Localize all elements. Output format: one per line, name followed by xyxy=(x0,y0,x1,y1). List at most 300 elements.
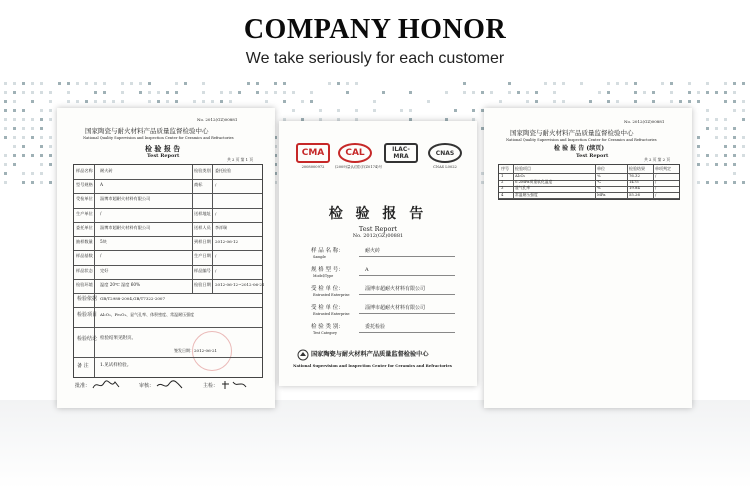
background-dot xyxy=(715,118,718,121)
background-dot xyxy=(238,91,241,94)
background-dot xyxy=(409,91,412,94)
background-dot xyxy=(697,163,700,166)
main-inspector-label: 主检： xyxy=(203,383,219,389)
accreditation-logo xyxy=(425,143,465,169)
page-indicator: 共 2 页 第 1 页 xyxy=(227,157,254,162)
background-dot xyxy=(625,82,628,85)
cover-field-label: 检 验 类 别： xyxy=(311,324,344,330)
seal-date: 签发日期：2012-06-21 xyxy=(174,348,218,353)
background-dot xyxy=(697,136,700,139)
background-dot xyxy=(4,136,7,139)
background-dot xyxy=(103,91,106,94)
results-table xyxy=(498,164,680,200)
results-cell: Al₂O₃ xyxy=(515,173,526,178)
background-dot xyxy=(679,100,682,103)
floor-reflection xyxy=(0,400,750,489)
cover-field-underline xyxy=(359,332,455,333)
cover-title-cn: 检 验 报 告 xyxy=(328,206,428,222)
table-row-value: 完好 xyxy=(100,267,109,273)
background-dot xyxy=(526,100,529,103)
cover-field-value: 淄博市超耐火材料有限公司 xyxy=(365,305,426,311)
results-header-divider xyxy=(499,173,679,174)
background-dot xyxy=(22,118,25,121)
results-column-divider xyxy=(513,165,514,199)
background-dot xyxy=(49,118,52,121)
background-dot xyxy=(634,82,637,85)
background-dot xyxy=(697,91,700,94)
background-dot xyxy=(553,82,556,85)
background-dot xyxy=(562,100,565,103)
background-dot xyxy=(742,118,745,121)
background-dot xyxy=(31,91,34,94)
table-row-label-2: 生产日期 xyxy=(194,253,211,259)
report-title-en: Test Report xyxy=(147,153,180,159)
results-column-header: 检验结果 xyxy=(629,166,645,171)
background-dot xyxy=(562,82,565,85)
results-cell: % xyxy=(597,173,601,178)
accreditation-mark-icon: CAL xyxy=(338,143,372,163)
background-dot xyxy=(724,127,727,130)
standard-value: GB/T2988-2004,GB/T7322-2007 xyxy=(100,296,165,301)
background-dot xyxy=(733,154,736,157)
signature-reviewer xyxy=(155,378,185,392)
cover-field-label: 样 品 名 称： xyxy=(311,248,344,254)
background-dot xyxy=(4,154,7,157)
background-dot xyxy=(589,100,592,103)
background-dot xyxy=(517,91,520,94)
results-column-header: 单位 xyxy=(597,166,605,171)
table-row-value: 淄博市超耐火材料有限公司 xyxy=(100,224,151,230)
background-dot xyxy=(535,100,538,103)
cover-field-label-en: Test Category xyxy=(313,331,337,335)
table-row-value-2: 2012-06-12 xyxy=(215,239,239,245)
background-dot xyxy=(49,136,52,139)
background-dot xyxy=(31,181,34,184)
remark-label: 备 注 xyxy=(77,363,89,369)
background-dot xyxy=(697,181,700,184)
table-row-label: 检验环境 xyxy=(76,281,93,287)
table-row-value-2: / xyxy=(215,267,217,273)
background-dot xyxy=(4,100,7,103)
background-dot xyxy=(697,100,700,103)
accreditation-logo xyxy=(381,143,421,165)
background-dot xyxy=(13,127,16,130)
table-row-label: 样品名称 xyxy=(76,168,93,173)
background-dot xyxy=(49,154,52,157)
background-dot xyxy=(76,82,79,85)
certificate-cover-page xyxy=(279,121,477,386)
background-dot xyxy=(472,109,475,112)
background-dot xyxy=(355,109,358,112)
info-table xyxy=(73,164,263,378)
background-dot xyxy=(193,100,196,103)
background-dot xyxy=(742,136,745,139)
background-dot xyxy=(355,82,358,85)
background-dot xyxy=(742,109,745,112)
background-dot xyxy=(733,127,736,130)
table-row-divider xyxy=(74,208,262,209)
background-dot xyxy=(274,91,277,94)
table-row-value-2: / xyxy=(215,210,217,216)
background-dot xyxy=(31,127,34,130)
background-dot xyxy=(733,82,736,85)
background-dot xyxy=(220,91,223,94)
background-dot xyxy=(688,82,691,85)
cover-field-value: 淄博市超耐火材料有限公司 xyxy=(365,286,426,292)
background-dot xyxy=(697,154,700,157)
background-dot xyxy=(526,91,529,94)
background-dot xyxy=(13,118,16,121)
background-dot xyxy=(454,109,457,112)
background-dot xyxy=(328,82,331,85)
background-dot xyxy=(346,91,349,94)
table-row-label: 抽样数量 xyxy=(76,239,93,245)
page-subtitle: We take seriously for each customer xyxy=(245,50,505,67)
background-dot xyxy=(202,100,205,103)
background-dot xyxy=(373,100,376,103)
cover-title-en: Test Report xyxy=(358,225,398,233)
background-dot xyxy=(76,100,79,103)
signature-approver xyxy=(91,378,121,392)
background-dot xyxy=(4,118,7,121)
background-dot xyxy=(733,172,736,175)
certificate-page-left xyxy=(57,108,275,408)
background-dot xyxy=(157,100,160,103)
background-dot xyxy=(22,154,25,157)
accreditation-mark-icon: CNAS xyxy=(428,143,462,163)
cover-field-value: 耐火砖 xyxy=(365,248,381,254)
background-dot xyxy=(49,91,52,94)
background-dot xyxy=(13,136,16,139)
results-cell: ℃ xyxy=(597,179,602,185)
background-dot xyxy=(31,100,34,103)
results-column-header: 序号 xyxy=(501,166,509,171)
results-cell: 1 xyxy=(501,173,504,178)
right-report-number: No. 2012(GZ)00881 xyxy=(624,119,665,124)
cover-report-number: No. 2012(GZ)00881 xyxy=(352,233,404,239)
results-cell: 1475 xyxy=(629,179,639,185)
background-dot xyxy=(67,91,70,94)
background-dot xyxy=(535,91,538,94)
cover-field-value: A xyxy=(365,267,369,273)
results-cell: 2 xyxy=(501,179,504,185)
background-dot xyxy=(742,82,745,85)
background-dot xyxy=(4,163,7,166)
background-dot xyxy=(22,91,25,94)
background-dot xyxy=(724,145,727,148)
background-dot xyxy=(616,100,619,103)
background-dot xyxy=(4,91,7,94)
background-dot xyxy=(715,91,718,94)
background-dot xyxy=(670,82,673,85)
background-dot xyxy=(670,91,673,94)
background-dot xyxy=(301,100,304,103)
accreditation-mark-icon: CMA xyxy=(296,143,330,163)
results-column-divider xyxy=(653,165,657,199)
report-title-cn: 检 验 报 告 xyxy=(145,144,181,153)
table-row-value: 淄博市超耐火材料有限公司 xyxy=(100,196,151,202)
cover-org-en: National Supervision and Inspection Center for Ceramics and Refractories xyxy=(293,363,452,368)
accreditation-caption: 2008000972 xyxy=(301,165,325,169)
background-dot xyxy=(85,82,88,85)
background-dot xyxy=(274,82,277,85)
cover-field-value: 委托检验 xyxy=(365,324,386,330)
background-dot xyxy=(49,145,52,148)
background-dot xyxy=(211,100,214,103)
background-dot xyxy=(175,100,178,103)
table-row-value-2: 委托检验 xyxy=(215,168,231,173)
background-dot xyxy=(175,91,178,94)
results-column-header: 单项判定 xyxy=(655,166,671,171)
results-cell: / xyxy=(655,173,657,178)
background-dot xyxy=(22,136,25,139)
background-dot xyxy=(148,82,151,85)
table-row-label: 委托单位 xyxy=(76,224,93,230)
background-dot xyxy=(337,109,340,112)
background-dot xyxy=(103,82,106,85)
results-cell: / xyxy=(655,185,657,191)
background-dot xyxy=(112,100,115,103)
background-dot xyxy=(652,100,655,103)
background-dot xyxy=(4,181,7,184)
background-dot xyxy=(724,136,727,139)
right-page-indicator: 共 2 页 第 2 页 xyxy=(644,157,671,162)
background-dot xyxy=(94,100,97,103)
right-org-name-cn: 国家陶瓷与耐火材料产品质量监督检验中心 xyxy=(510,129,634,137)
background-dot xyxy=(22,181,25,184)
background-dot xyxy=(67,82,70,85)
right-title-cn: 检 验 报 告 (续页) xyxy=(554,145,605,152)
background-dot xyxy=(463,91,466,94)
background-dot xyxy=(715,136,718,139)
background-dot xyxy=(382,91,385,94)
org-name-en: National Quality Supervision and Inspection Center for Ceramics and Refractories xyxy=(83,136,234,140)
background-dot xyxy=(481,91,484,94)
table-row-divider xyxy=(74,236,262,237)
background-dot xyxy=(706,118,709,121)
cover-field-underline xyxy=(359,256,455,257)
table-row-divider xyxy=(74,222,262,223)
background-dot xyxy=(652,91,655,94)
background-dot xyxy=(310,91,313,94)
background-dot xyxy=(202,91,205,94)
table-row-label-2: 到样日期 xyxy=(194,239,211,245)
org-name-cn: 国家陶瓷与耐火材料产品质量监督检验中心 xyxy=(85,127,209,135)
background-dot xyxy=(508,91,511,94)
background-dot xyxy=(724,100,727,103)
background-dot xyxy=(22,145,25,148)
background-dot xyxy=(724,91,727,94)
background-dot xyxy=(643,91,646,94)
table-row-value-2: 李祥瑞 xyxy=(215,224,227,230)
table-row-value: 温度 20℃ 湿度 60% xyxy=(100,281,141,287)
background-dot xyxy=(706,127,709,130)
cover-field-label: 规 格 型 号： xyxy=(311,267,344,273)
background-dot xyxy=(49,109,52,112)
background-dot xyxy=(634,91,637,94)
background-dot xyxy=(661,82,664,85)
background-dot xyxy=(715,181,718,184)
table-row-divider xyxy=(74,193,262,194)
background-dot xyxy=(706,109,709,112)
cover-field-underline xyxy=(359,294,455,295)
table-row-divider xyxy=(74,250,262,251)
background-dot xyxy=(670,100,673,103)
table-row-label: 生产单位 xyxy=(76,210,93,216)
cover-field-label: 受 检 单 位： xyxy=(311,305,344,311)
table-row-label: 样品状态 xyxy=(76,267,93,273)
background-dot xyxy=(319,109,322,112)
background-dot xyxy=(400,109,403,112)
table-row-value-2: 2012-06-12~2012-06-21 xyxy=(215,281,265,287)
table-row-divider xyxy=(74,279,262,280)
background-dot xyxy=(409,109,412,112)
background-dot xyxy=(265,91,268,94)
background-dot xyxy=(148,100,151,103)
table-row-label-2: 样品编号 xyxy=(194,267,211,273)
red-seal-stamp xyxy=(192,331,232,371)
background-dot xyxy=(22,109,25,112)
background-dot xyxy=(634,100,637,103)
background-dot xyxy=(13,100,16,103)
background-dot xyxy=(40,172,43,175)
background-dot xyxy=(229,91,232,94)
background-dot xyxy=(67,100,70,103)
results-cell: 19.84 xyxy=(629,185,640,191)
cover-field-underline xyxy=(359,275,455,276)
background-dot xyxy=(733,100,736,103)
table-row-divider xyxy=(74,265,262,266)
results-cell: % xyxy=(597,185,601,191)
items-value: Al₂O₃、Fe₂O₃、显气孔率、体积密度、常温耐压强度 xyxy=(100,312,195,317)
background-dot xyxy=(40,118,43,121)
background-dot xyxy=(265,100,268,103)
background-dot xyxy=(283,100,286,103)
background-dot xyxy=(40,154,43,157)
results-column-header: 检验项目 xyxy=(515,166,531,171)
background-dot xyxy=(31,118,34,121)
background-dot xyxy=(733,181,736,184)
results-cell: 0.2MPa荷重软化温度 xyxy=(515,179,553,185)
report-number: No. 2012(GZ)00881 xyxy=(197,117,238,122)
background-dot xyxy=(22,127,25,130)
table-row-value: 耐火砖 xyxy=(100,168,113,173)
table-row-label: 受检单位 xyxy=(76,196,93,202)
page-title: COMPANY HONOR xyxy=(243,14,507,45)
cover-field-label-en: Entrusted Enterprise xyxy=(313,312,350,316)
table-row-value: / xyxy=(100,210,102,216)
background-dot xyxy=(742,100,745,103)
background-dot xyxy=(13,154,16,157)
results-cell: / xyxy=(655,179,657,185)
table-row-divider xyxy=(74,179,262,180)
results-cell: 3 xyxy=(501,185,504,191)
accreditation-caption: (2009)量认(国)字(Z0174)号 xyxy=(335,165,383,169)
background-dot xyxy=(706,82,709,85)
background-dot xyxy=(40,109,43,112)
results-cell: 55.26 xyxy=(629,191,640,197)
background-dot xyxy=(544,82,547,85)
background-dot xyxy=(292,109,295,112)
background-dot xyxy=(49,100,52,103)
background-dot xyxy=(13,82,16,85)
background-dot xyxy=(4,82,7,85)
background-dot xyxy=(706,154,709,157)
background-dot xyxy=(31,82,34,85)
background-dot xyxy=(40,136,43,139)
accreditation-logo xyxy=(335,143,383,170)
background-dot xyxy=(463,82,466,85)
results-column-divider xyxy=(627,165,628,199)
background-dot xyxy=(31,136,34,139)
background-dot xyxy=(22,172,25,175)
background-dot xyxy=(121,82,124,85)
background-dot xyxy=(220,100,223,103)
background-dot xyxy=(85,100,88,103)
table-row-value-2: / xyxy=(215,182,217,188)
accreditation-logo xyxy=(293,143,333,169)
background-dot xyxy=(715,163,718,166)
background-dot xyxy=(40,127,43,130)
background-dot xyxy=(733,91,736,94)
background-dot xyxy=(49,163,52,166)
background-dot xyxy=(346,82,349,85)
background-dot xyxy=(553,100,556,103)
table-row-value: 5块 xyxy=(100,239,107,245)
background-dot xyxy=(733,109,736,112)
background-dot xyxy=(607,100,610,103)
background-dot xyxy=(490,91,493,94)
cover-field-label: 受 检 单 位： xyxy=(311,286,344,292)
background-dot xyxy=(337,82,340,85)
background-dot xyxy=(256,91,259,94)
background-dot xyxy=(427,100,430,103)
background-dot xyxy=(166,91,169,94)
conclusion-label: 检验结论 xyxy=(77,336,98,342)
right-org-name-en: National Quality Supervision and Inspection Center for Ceramics and Refractories xyxy=(506,138,657,142)
background-dot xyxy=(40,91,43,94)
background-dot xyxy=(283,91,286,94)
background-dot xyxy=(4,109,7,112)
background-dot xyxy=(724,82,727,85)
approve-label: 批准： xyxy=(75,383,91,389)
background-dot xyxy=(4,127,7,130)
background-dot xyxy=(49,181,52,184)
cover-field-label-en: Sample xyxy=(313,255,326,259)
background-dot xyxy=(229,100,232,103)
background-dot xyxy=(733,145,736,148)
standard-label: 检验依据 xyxy=(77,296,98,302)
background-dot xyxy=(283,82,286,85)
background-dot xyxy=(40,82,43,85)
right-title-en: Test Report xyxy=(576,153,609,159)
signature-inspector xyxy=(219,378,249,392)
background-dot xyxy=(148,91,151,94)
background-dot xyxy=(130,82,133,85)
background-dot xyxy=(724,154,727,157)
background-dot xyxy=(715,154,718,157)
accreditation-caption: CNAS L0022 xyxy=(433,165,457,169)
background-dot xyxy=(706,91,709,94)
background-dot xyxy=(616,82,619,85)
table-row-label: 型号规格 xyxy=(76,182,93,188)
background-dot xyxy=(580,82,583,85)
background-dot xyxy=(256,82,259,85)
background-dot xyxy=(40,163,43,166)
background-dot xyxy=(4,172,7,175)
table-row-label-2: 检验类别 xyxy=(194,168,211,173)
accreditation-mark-icon: ILAC-MRA xyxy=(384,143,418,163)
